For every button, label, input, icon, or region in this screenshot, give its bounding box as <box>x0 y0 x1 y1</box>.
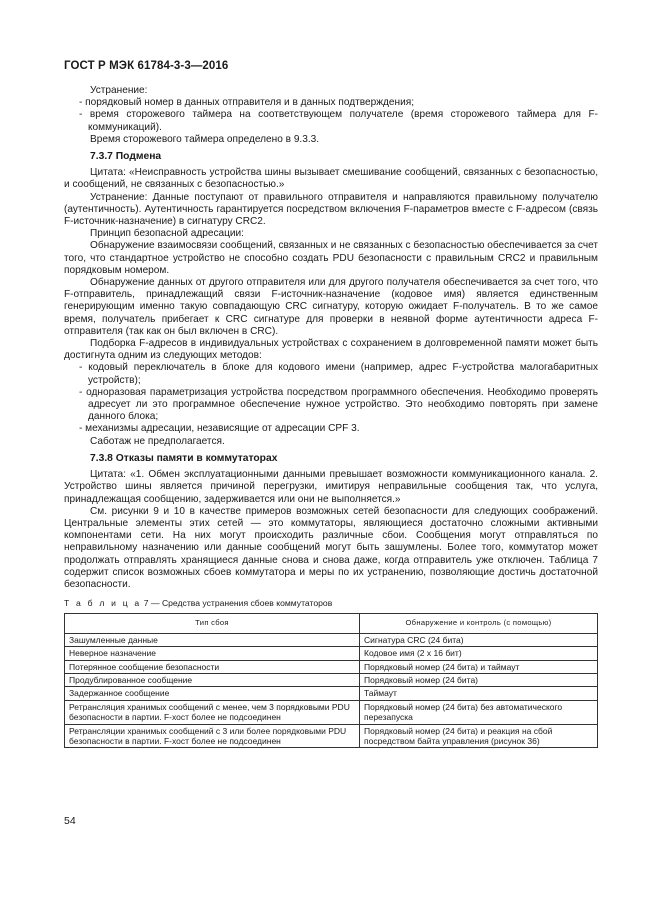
list-item: - порядковый номер в данных отправителя и в данных подтверждения; <box>79 97 414 109</box>
paragraph: Устранение: Данные поступают от правильного отправителя и направляются правильному получателю (аутентичность). Аутентичность гарантируется посредством включения F-параметров вместе с F-адресом (связь F-источник-назначение) в сигнатуру CRC2. <box>64 191 598 228</box>
table-cell: Таймаут <box>360 687 598 700</box>
page-content <box>64 85 598 748</box>
table-cell: Сигнатура CRC (24 бита) <box>360 633 598 646</box>
document-header: ГОСТ Р МЭК 61784-3-3—2016 <box>64 60 229 72</box>
table-cell: Ретрансляции хранимых сообщений с 3 или более порядковыми PDU безопасности в партии. F-хост более не подсоединен <box>65 724 360 748</box>
table-caption <box>64 597 598 609</box>
paragraph: Время сторожевого таймера определено в 9.3.3. <box>90 133 320 145</box>
table-row <box>65 673 598 686</box>
table-cell: Ретрансляция хранимых сообщений с менее, чем 3 порядковыми PDU безопасности в партии. F-хост более не подсоединен <box>65 700 360 724</box>
column-header-failure-type: Тип сбоя <box>65 614 360 633</box>
section-heading-7-3-7: 7.3.7 Подмена <box>90 151 162 163</box>
table-row <box>65 647 598 660</box>
list-item: - кодовый переключатель в блоке для кодового имени (например, адрес F-устройства малогабаритных устройств); <box>79 362 598 386</box>
paragraph: Обнаружение взаимосвязи сообщений, связанных и не связанных с безопасностью обеспечивается за счет того, что стандартное устройство не способно создать PDU безопасности с правильным CRC2 и правильным порядковым номером. <box>64 240 598 276</box>
paragraph: Цитата: «Неисправность устройства шины вызывает смешивание сообщений, связанных с безопасностью, и сообщений, не связанных с безопасностью.» <box>64 167 598 191</box>
table-row <box>65 724 598 748</box>
table-cell: Кодовое имя (2 х 16 бит) <box>360 647 598 660</box>
paragraph: См. рисунки 9 и 10 в качестве примеров возможных сетей безопасности для следующих соображений. Центральные элементы этих сетей — это коммутаторы, являющиеся достаточно сложными активными компонентами сети. На них могут происходить различные сбои. Сообщения могут отправляться по неправильному назначению или данные сообщений могут быть зашумлены. Более того, коммутатор может продолжать отправлять хранящиеся данные снова и снова даже, когда отправитель уже отключен. Таблица 7 содержит список возможных сбоев коммутатора и меры по их устранению, позволяющие достичь достаточной безопасности. <box>64 505 598 590</box>
table-row <box>65 633 598 646</box>
table-header-row <box>65 614 598 633</box>
paragraph: Подборка F-адресов в индивидуальных устройствах с сохранением в долговременной памяти может быть достигнута одним из следующих методов: <box>64 338 598 362</box>
list-item: - время сторожевого таймера на соответствующем получателе (время сторожевого таймера для F-коммуникаций). <box>79 109 598 133</box>
table-cell: Задержанное сообщение <box>65 687 360 700</box>
paragraph: Обнаружение данных от другого отправителя или для другого получателя обеспечивается за счет того, что F-отправитель, принадлежащий связи F-источник-назначение (кодовое имя) является единственным генерирующим именно такую совпадающую CRC сигнатуру, которую ожидает F-получатель. В то же самое время, получатель прибегает к CRC сигнатуре для проверки в неявной форме аутентичности адреса F-отправителя (так как он был включен в CRC). <box>64 277 598 337</box>
table-row <box>65 660 598 673</box>
table-cell: Потерянное сообщение безопасности <box>65 660 360 673</box>
table-row <box>65 700 598 724</box>
list-item: - одноразовая параметризация устройства посредством программного обеспечения. Необходимо проверять адресует ли это программное обеспечение нужное устройство. Это необходимо повторять при замене данного блока; <box>79 386 598 423</box>
table-cell: Порядковый номер (24 бита) <box>360 673 598 686</box>
column-header-detection: Обнаружение и контроль (с помощью) <box>360 614 598 633</box>
table-caption-label: Т а б л и ц а <box>64 598 142 609</box>
paragraph: Принцип безопасной адресации: <box>90 228 244 240</box>
switch-failures-table <box>64 613 598 748</box>
table-cell: Порядковый номер (24 бита) и реакция на сбой посредством байта управления (рисунок 36) <box>360 724 598 748</box>
paragraph: Саботаж не предполагается. <box>90 435 225 447</box>
paragraph: Устранение: <box>90 85 148 96</box>
paragraph: Цитата: «1. Обмен эксплуатационными данными превышает возможности коммуникационного канала. 2. Устройство шины является причиной перегрузки, имитируя неправильные сообщения так, что услуга, принадлежащая сообщению, задерживается или они не выполняется.» <box>64 469 598 505</box>
table-cell: Порядковый номер (24 бита) без автоматического перезапуска <box>360 700 598 724</box>
section-heading-7-3-8: 7.3.8 Отказы памяти в коммутаторах <box>90 452 278 464</box>
page-number: 54 <box>64 815 76 827</box>
table-cell: Зашумленные данные <box>65 633 360 646</box>
table-caption-text: 7 — Средства устранения сбоев коммутаторов <box>143 598 333 609</box>
table-cell: Продублированное сообщение <box>65 673 360 686</box>
table-cell: Неверное назначение <box>65 647 360 660</box>
table-cell: Порядковый номер (24 бита) и таймаут <box>360 660 598 673</box>
list-item: - механизмы адресации, независящие от адресации CPF 3. <box>79 423 360 435</box>
table-row <box>65 687 598 700</box>
